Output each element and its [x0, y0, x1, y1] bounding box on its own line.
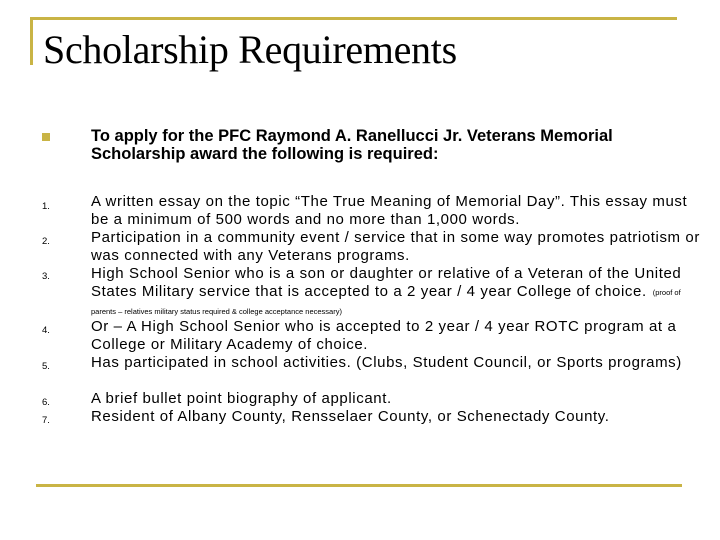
item-number-7: 7. — [42, 415, 50, 426]
item-number-1: 1. — [42, 201, 50, 212]
item-number-3: 3. — [42, 271, 50, 282]
title-frame-left-rule — [30, 17, 33, 65]
requirement-item-4: Or – A High School Senior who is accepted to 2 year / 4 year ROTC program at a College or Military Academy of choice. — [91, 318, 677, 353]
bottom-rule — [36, 484, 682, 487]
item-number-2: 2. — [42, 236, 50, 247]
requirement-item-7: Resident of Albany County, Rensselaer County, or Schenectady County. — [91, 408, 610, 425]
requirement-item-3-note: (proof of parents – relatives military status required & college acceptance necessary) — [91, 288, 681, 316]
requirement-item-1: A written essay on the topic “The True Meaning of Memorial Day”. This essay must be a minimum of 500 words and no more than 1,000 words. — [91, 193, 688, 228]
page-title: Scholarship Requirements — [43, 27, 457, 72]
requirement-item-3 — [91, 265, 701, 321]
item-number-6: 6. — [42, 397, 50, 408]
intro-text: To apply for the PFC Raymond A. Ranellucci Jr. Veterans Memorial Scholarship award the following is required: — [91, 127, 613, 163]
item-number-4: 4. — [42, 325, 50, 336]
requirement-item-6: A brief bullet point biography of applicant. — [91, 390, 392, 407]
title-frame-top-rule — [30, 17, 677, 20]
requirement-item-3-text: High School Senior who is a son or daughter or relative of a Veteran of the United States Military service that is accepted to a 2 year / 4 year College of choice. — [91, 265, 682, 300]
item-number-5: 5. — [42, 361, 50, 372]
requirement-item-2: Participation in a community event / service that in some way promotes patriotism or was connected with any Veterans programs. — [91, 229, 700, 264]
requirement-item-5: Has participated in school activities. (Clubs, Student Council, or Sports programs) — [91, 354, 682, 371]
square-bullet-icon — [42, 133, 50, 141]
